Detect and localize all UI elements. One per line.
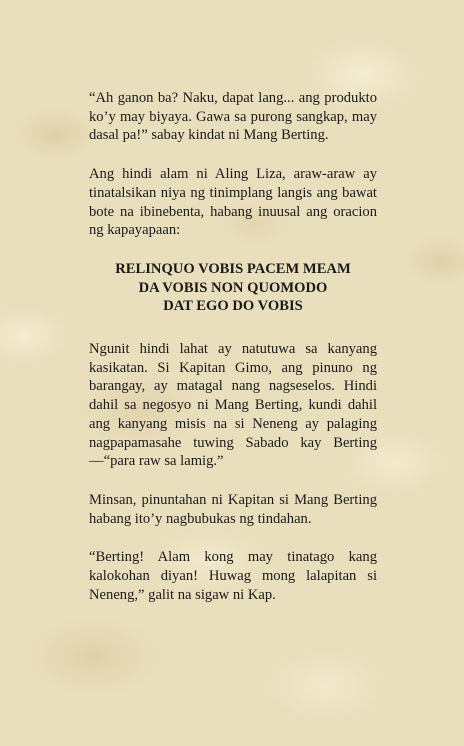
incantation-line-3: DAT EGO DO VOBIS	[163, 298, 303, 315]
paragraph-kapitan-gimo: Ngunit hindi lahat ay natutuwa sa kanyang kasikatan. Si Kapitan Gimo, ang pinuno ng barangay, ay matagal nang nagseselos. Hindi dahil sa negosyo ni Mang Berting, kundi dahil ang kanyang misis na si Neneng ay palaging nagpapamasahe tuwing Sabado kay Berting—“para raw sa lamig.”	[89, 341, 377, 470]
page-body	[89, 89, 377, 624]
incantation-line-1: RELINQUO VOBIS PACEM MEAM	[115, 260, 351, 277]
incantation-block	[89, 260, 377, 316]
paragraph-minsan: Minsan, pinuntahan ni Kapitan si Mang Berting habang ito’y nagbubukas ng tindahan.	[89, 491, 377, 527]
incantation-line-2: DA VOBIS NON QUOMODO	[138, 279, 328, 296]
paragraph-aling-liza: Ang hindi alam ni Aling Liza, araw-araw ay tinatalsikan niya ng tinimplang langis ang bawat bote na ibinebenta, habang inuusal ang oracion ng kapayapaan:	[89, 166, 377, 239]
paragraph-dialogue-berting: “Ah ganon ba? Naku, dapat lang... ang produkto ko’y may biyaya. Gawa sa purong sangkap, may dasal pa!” sabay kindat ni Mang Berting.	[89, 90, 377, 144]
paragraph-dialogue-kap: “Berting! Alam kong may tinatago kang kalokohan diyan! Huwag mong lalapitan si Neneng,” galit na sigaw ni Kap.	[89, 549, 377, 603]
